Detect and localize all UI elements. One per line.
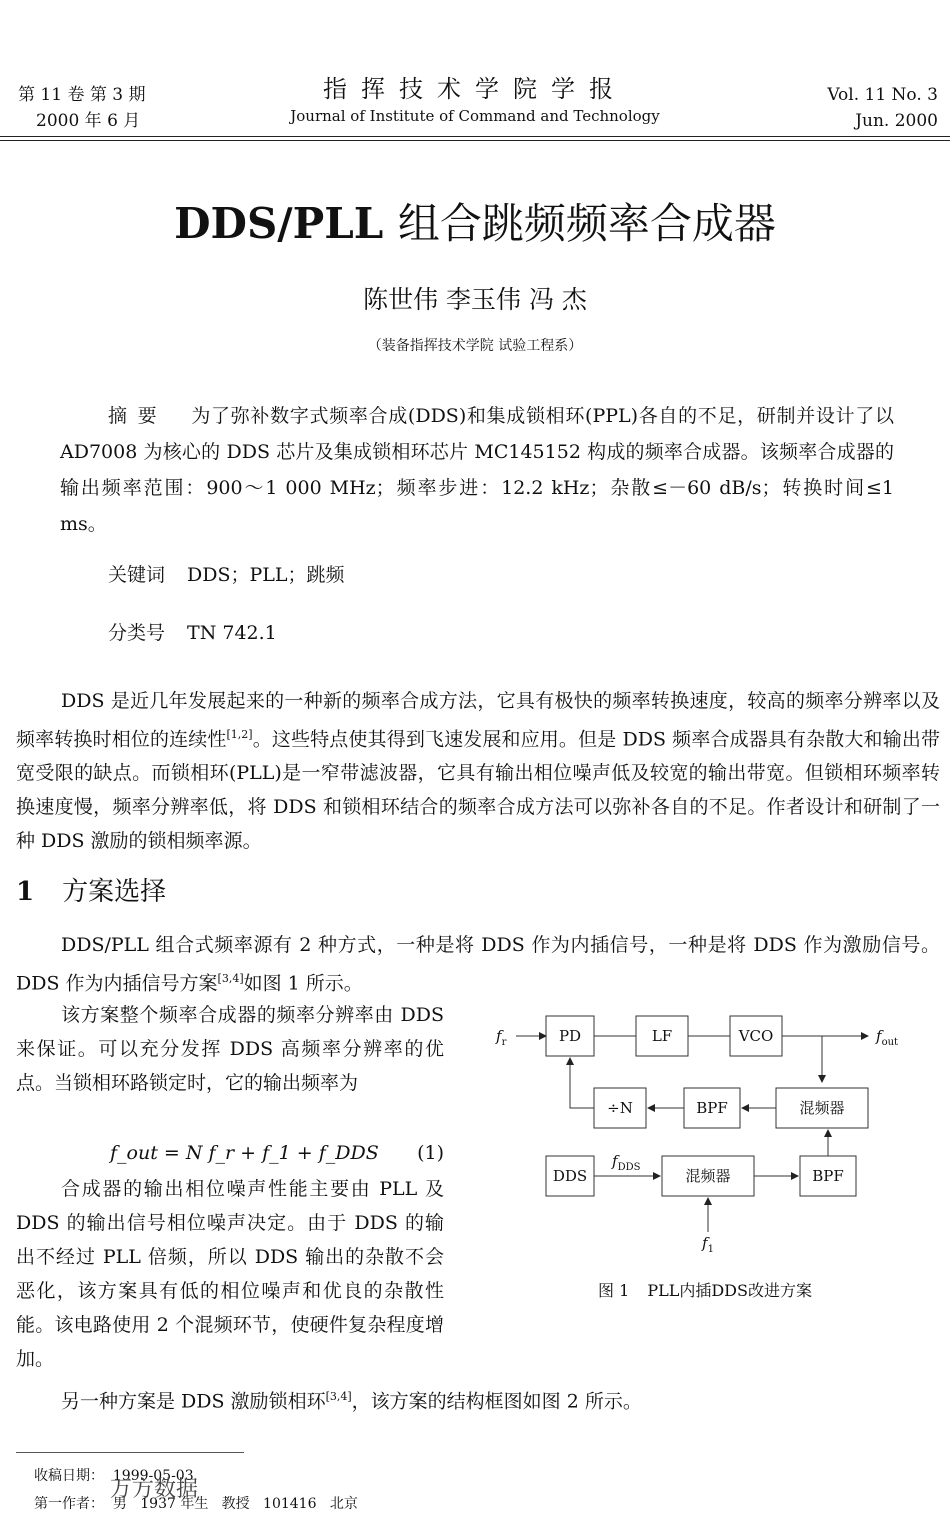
- mixer1-label: 混频器: [799, 1099, 845, 1117]
- footnote-author: 第一作者： 男 1937 年生 教授 101416 北京: [34, 1496, 358, 1512]
- footnote-received: 收稿日期： 1999-05-03: [34, 1468, 194, 1484]
- volume-issue: 第 11 卷 第 3 期: [18, 85, 146, 105]
- abstract: [60, 398, 894, 542]
- fr-label: $f_r$: [496, 1027, 507, 1048]
- lf-label: LF: [651, 1027, 673, 1045]
- equation-number: (1): [417, 1142, 444, 1164]
- keywords-text: DDS；PLL；跳频: [187, 564, 345, 586]
- figure-caption-number: 图 1: [598, 1281, 630, 1300]
- affiliation: （装备指挥技术学院 试验工程系）: [367, 338, 583, 354]
- div-label: ÷N: [607, 1099, 633, 1117]
- bpf1-label: BPF: [696, 1099, 728, 1117]
- p4-text-1: 另一种方案是 DDS 激励锁相环: [61, 1390, 326, 1413]
- title-cn: 组合跳频频率合成器: [397, 199, 776, 248]
- citation: [3,4]: [217, 972, 244, 985]
- abstract-text: 为了弥补数字式频率合成(DDS)和集成锁相环(PPL)各自的不足，研制并设计了以 AD7008 为核心的 DDS 芯片及集成锁相环芯片 MC145152 构成的频率合成器。该频率合成器的输出频率范围：900～1 000 MHz；频率步进：12.2 kHz；杂散≤－60 dB/s；转换时间≤1 ms。: [60, 405, 894, 535]
- mixer2-label: 混频器: [685, 1167, 731, 1185]
- section-number: 1: [16, 877, 35, 907]
- section-title: 方案选择: [62, 877, 167, 907]
- p4-text-2: ，该方案的结构框图如图 2 所示。: [351, 1390, 642, 1413]
- citation: [1,2]: [226, 728, 253, 741]
- fdds-label: $f_{DDS}$: [612, 1152, 641, 1173]
- footnote-rule: [16, 1452, 244, 1453]
- authors: 陈世伟 李玉伟 冯 杰: [363, 285, 587, 314]
- classification-label: 分类号: [108, 622, 166, 644]
- figure-1-diagram: [470, 1000, 940, 1270]
- intro-text-2: 。这些特点使其得到飞速发展和应用。但是 DDS 频率合成器具有杂散大和输出带宽受限的缺点。而锁相环(PLL)是一窄带滤波器，它具有输出相位噪声低及较宽的输出带宽。但锁相环频率转换速度慢，频率分辨率低，将 DDS 和锁相环结合的频率合成方法可以弥补各自的不足。作者设计和研制了一种 DDS 激励的锁相频率源。: [16, 728, 940, 853]
- issue-info-en: [827, 82, 938, 134]
- citation: [3,4]: [325, 1390, 352, 1403]
- equation-text: f_out = N f_r + f_1 + f_DDS: [110, 1142, 379, 1164]
- journal-name: [200, 74, 750, 128]
- issue-date-cn: 2000 年 6 月: [36, 111, 141, 131]
- journal-name-en: Journal of Institute of Command and Technology: [290, 107, 660, 125]
- journal-name-cn: 指挥技术学院学报: [323, 75, 627, 103]
- keywords: [108, 560, 345, 590]
- issue-date-en: Jun. 2000: [855, 111, 938, 131]
- intro-text-1: DDS 是近几年发展起来的一种新的频率合成方法，它具有极快的频率转换速度，较高的频率分辨率以及频率转换时相位的连续性: [16, 690, 940, 751]
- bpf2-label: BPF: [812, 1167, 844, 1185]
- classification: [108, 618, 277, 648]
- p1-text-2: 如图 1 所示。: [243, 972, 363, 995]
- title-latin: DDS/PLL: [174, 199, 398, 248]
- volume-issue-en: Vol. 11 No. 3: [827, 85, 938, 105]
- classification-text: TN 742.1: [187, 622, 277, 644]
- pd-label: PD: [558, 1027, 582, 1045]
- p1-text-1: DDS/PLL 组合式频率源有 2 种方式，一种是将 DDS 作为内插信号，一种是将 DDS 作为激励信号。DDS 作为内插信号方案: [16, 934, 940, 995]
- section-paragraph-4: [16, 1380, 940, 1418]
- section-paragraph-1: [16, 928, 940, 1000]
- section-paragraph-2: 该方案整个频率合成器的频率分辨率由 DDS 来保证。可以充分发挥 DDS 高频率分辨率的优点。当锁相环路锁定时，它的输出频率为: [16, 1004, 444, 1094]
- f1-label: $f_1$: [702, 1234, 714, 1255]
- header-rule-top: [0, 136, 950, 137]
- abstract-label: 摘要: [108, 405, 168, 427]
- section-paragraph-3: 合成器的输出相位噪声性能主要由 PLL 及 DDS 的输出信号相位噪声决定。由于 DDS 的输出不经过 PLL 倍频，所以 DDS 输出的杂散不会恶化，该方案具有低的相位噪声和优良的杂散性能。该电路使用 2 个混频环节，使硬件复杂程度增加。: [16, 1178, 444, 1370]
- dds-label: DDS: [552, 1167, 588, 1185]
- issue-info: [18, 82, 145, 134]
- paper-title: [0, 196, 950, 252]
- equation-1: [110, 1138, 444, 1168]
- intro-paragraph: [16, 684, 940, 858]
- figure-caption-text: PLL内插DDS改进方案: [647, 1281, 812, 1300]
- watermark-text: 万方数据: [110, 1477, 199, 1502]
- fout-label: $f_{out}$: [876, 1027, 899, 1048]
- figure-1-caption: [470, 1278, 940, 1304]
- header-rule-bottom: [0, 140, 950, 141]
- vco-label: VCO: [738, 1027, 774, 1045]
- div-pd-arrow: [570, 1058, 594, 1108]
- section-heading: [16, 874, 166, 910]
- keywords-label: 关键词: [108, 564, 166, 586]
